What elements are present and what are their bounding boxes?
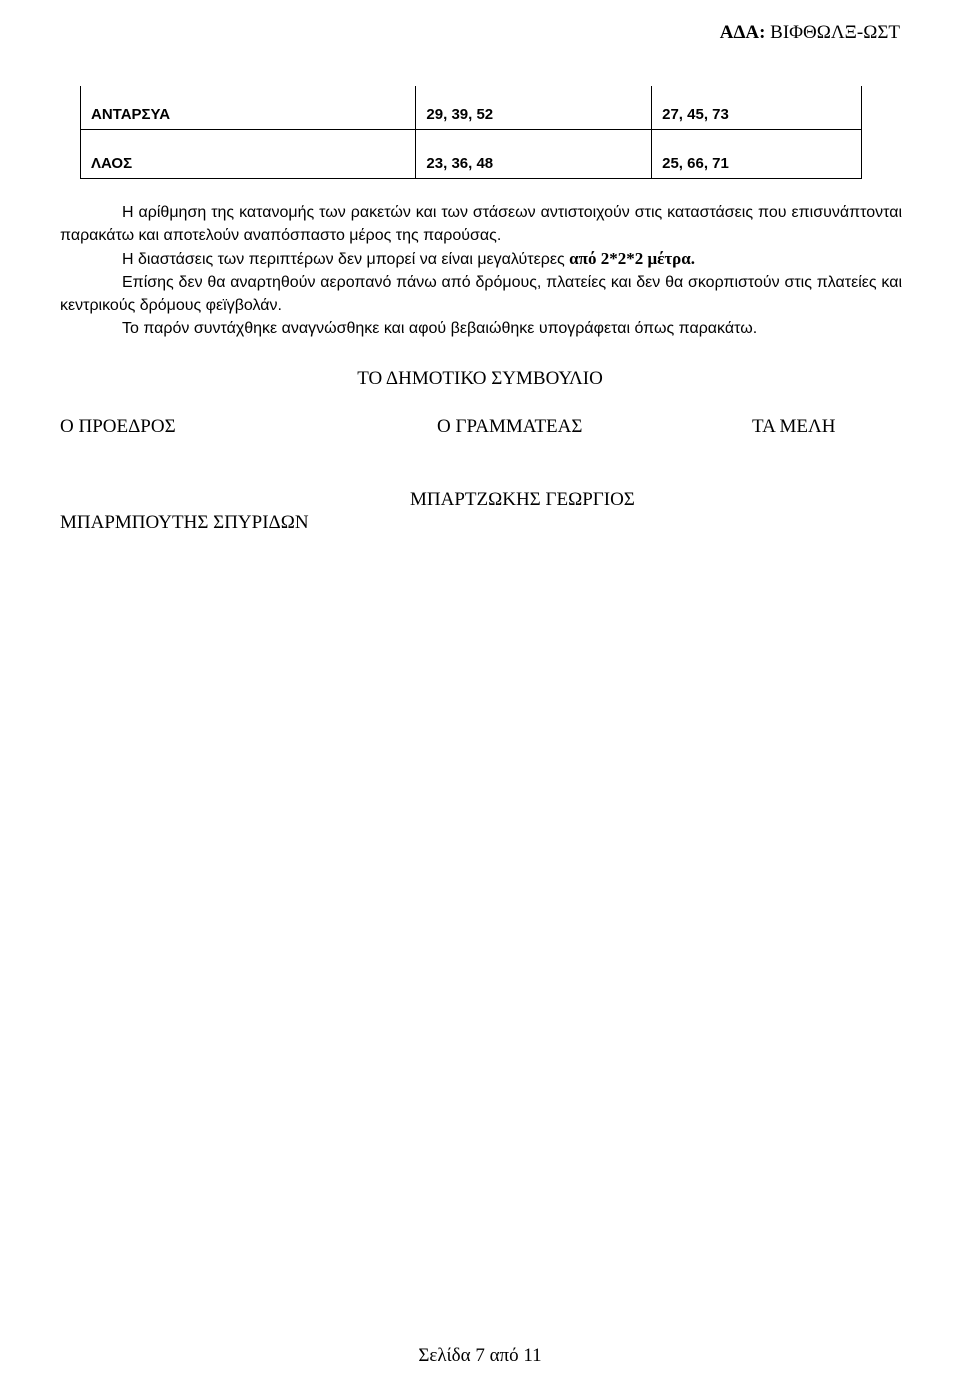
dimensions-text: Η διαστάσεις των περιπτέρων δεν μπορεί να είναι μεγαλύτερες — [122, 251, 570, 268]
results-table — [80, 86, 862, 179]
member-name: ΜΠΑΡΤΖΩΚΗΣ ΓΕΩΡΓΙΟΣ — [410, 489, 635, 510]
ada-label: ΑΔΑ: — [719, 22, 766, 43]
paragraph-closing: Το παρόν συντάχθηκε αναγνώσθηκε και αφού βεβαιώθηκε υπογράφεται όπως παρακάτω. — [122, 320, 758, 337]
numbers-cell: 27, 45, 73 — [652, 86, 862, 130]
numbers-cell: 23, 36, 48 — [416, 130, 652, 179]
president-name: ΜΠΑΡΜΠΟΥΤΗΣ ΣΠΥΡΙΔΩΝ — [60, 512, 309, 533]
party-cell: ΛΑΟΣ — [81, 130, 416, 179]
members-title: ΤΑ ΜΕΛΗ — [752, 416, 836, 437]
secretary-title: Ο ΓΡΑΜΜΑΤΕΑΣ — [437, 416, 583, 437]
page-number: Σελίδα 7 από 11 — [418, 1345, 542, 1366]
dimensions-bold: από 2*2*2 μέτρα. — [569, 249, 696, 268]
paragraph-numbering: Η αρίθμηση της κατανομής των ρακετών και των στάσεων αντιστοιχούν στις καταστάσεις που επισυνάπτονται παρακάτω και αποτελούν αναπόσπαστο μέρος της παρούσας. — [60, 204, 902, 244]
paragraph-dimensions — [60, 247, 902, 271]
ada-header — [720, 22, 900, 44]
president-title: Ο ΠΡΟΕΔΡΟΣ — [60, 416, 176, 437]
table-row — [81, 130, 862, 179]
numbers-cell: 29, 39, 52 — [416, 86, 652, 130]
ada-code: ΒΙΦΘΩΛΞ-ΩΣΤ — [770, 22, 900, 43]
council-heading: ΤΟ ΔΗΜΟΤΙΚΟ ΣΥΜΒΟΥΛΙΟ — [357, 368, 603, 389]
table-row — [81, 86, 862, 130]
numbers-cell: 25, 66, 71 — [652, 130, 862, 179]
party-cell: ΑΝΤΑΡΣΥΑ — [81, 86, 416, 130]
paragraph-banners: Επίσης δεν θα αναρτηθούν αεροπανό πάνω από δρόμους, πλατείες και δεν θα σκορπιστούν στις πλατείες και κεντρικούς δρόμους φεϊγβολάν. — [60, 274, 902, 314]
